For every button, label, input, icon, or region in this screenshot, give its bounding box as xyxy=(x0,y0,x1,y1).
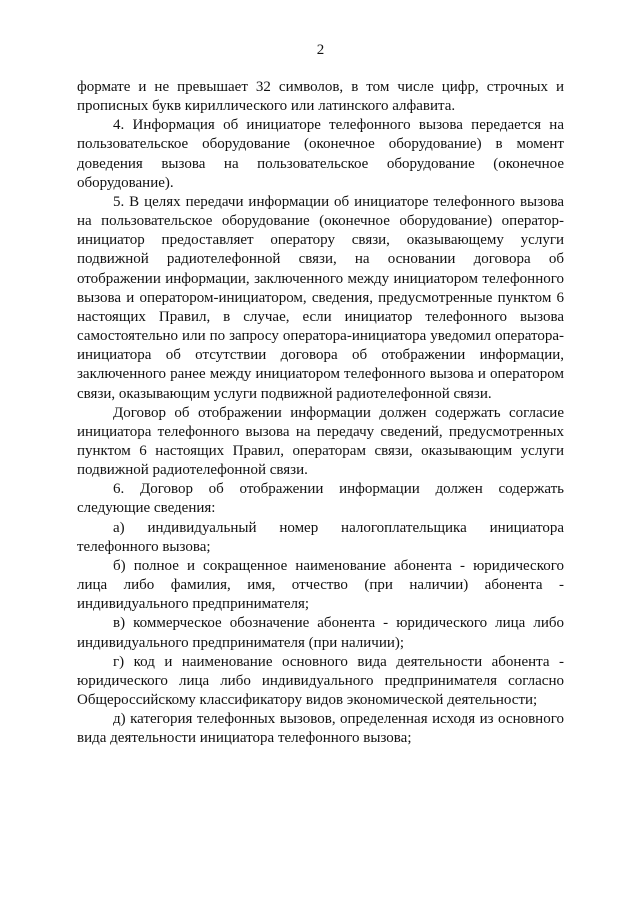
paragraph-subitem-b: б) полное и сокращенное наименование абонента - юридического лица либо фамилия, имя, отчество (при наличии) абонента - индивидуального предпринимателя; xyxy=(77,557,564,613)
page-number: 2 xyxy=(316,42,325,58)
paragraph-consent: Договор об отображении информации должен содержать согласие инициатора телефонного вызова на передачу сведений, предусмотренных пунктом 6 настоящих Правил, операторам связи, оказывающим услуги подвижной радиотелефонной связи. xyxy=(77,404,564,479)
paragraph-subitem-d: д) категория телефонных вызовов, определенная исходя из основного вида деятельности инициатора телефонного вызова; xyxy=(77,711,564,747)
document-body xyxy=(77,78,564,748)
paragraph-subitem-v: в) коммерческое обозначение абонента - юридического лица либо индивидуального предпринимателя (при наличии); xyxy=(77,615,564,651)
paragraph-subitem-a: а) индивидуальный номер налогоплательщика инициатора телефонного вызова; xyxy=(77,519,564,555)
paragraph-subitem-g: г) код и наименование основного вида деятельности абонента - юридического лица либо индивидуального предпринимателя согласно Общероссийскому классификатору видов экономической деятельности; xyxy=(77,653,564,708)
paragraph-item-6: 6. Договор об отображении информации должен содержать следующие сведения: xyxy=(77,481,564,517)
paragraph-continuation: формате и не превышает 32 символов, в том числе цифр, строчных и прописных букв кириллического или латинского алфавита. xyxy=(77,79,564,115)
paragraph-item-4: 4. Информация об инициаторе телефонного вызова передается на пользовательское оборудование (оконечное оборудование) в момент доведения вызова на пользовательское оборудование (оконечное оборудование). xyxy=(77,117,564,191)
paragraph-item-5: 5. В целях передачи информации об инициаторе телефонного вызова на пользовательское оборудование (оконечное оборудование) оператор-инициатор предоставляет оператору связи, оказывающему услуги подвижной радиотелефонной связи, на основании договора об отображении информации, заключенного между инициатором телефонного вызова и оператором-инициатором, сведения, предусмотренные пунктом 6 настоящих Правил, в случае, если инициатор телефонного вызова самостоятельно или по запросу оператора-инициатора уведомил оператора-инициатора об отсутствии договора об отображении информации, заключенного ранее между инициатором телефонного вызова и оператором связи, оказывающим услуги подвижной радиотелефонной связи. xyxy=(77,193,564,402)
